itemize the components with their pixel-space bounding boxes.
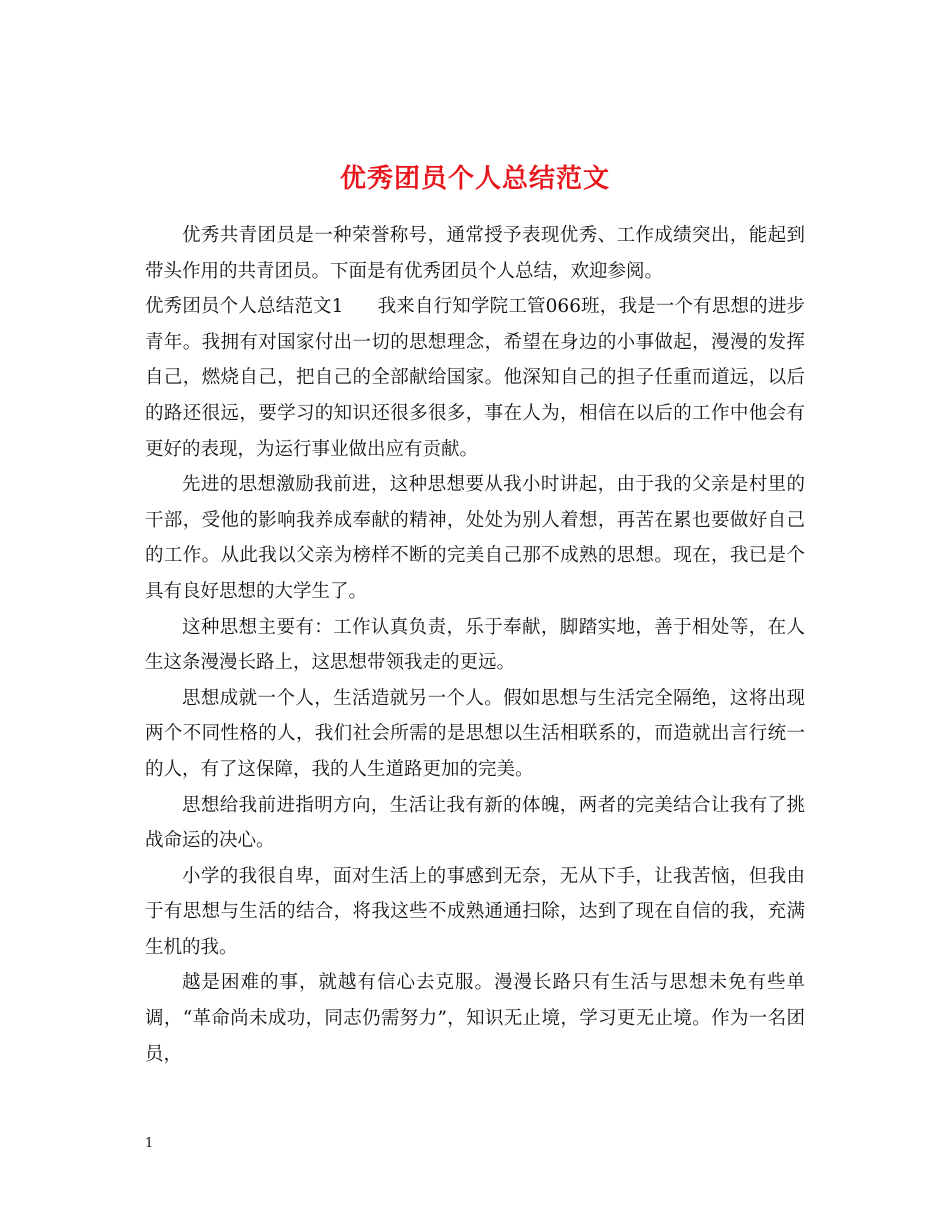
body-paragraph: 这种思想主要有：工作认真负责，乐于奉献，脚踏实地，善于相处等，在人生这条漫漫长路上，这思想带领我走的更远。 <box>145 616 805 674</box>
document-body <box>145 218 805 1072</box>
body-paragraph: 小学的我很自卑，面对生活上的事感到无奈，无从下手，让我苦恼，但我由于有思想与生活的结合，将我这些不成熟通通扫除，达到了现在自信的我，充满生机的我。 <box>145 865 805 958</box>
section-paragraph <box>145 289 805 467</box>
body-paragraph: 先进的思想激励我前进，这种思想要从我小时讲起，由于我的父亲是村里的干部，受他的影响我养成奉献的精神，处处为别人着想，再苦在累也要做好自己的工作。从此我以父亲为榜样不断的完美自己那不成熟的思想。现在，我已是个具有良好思想的大学生了。 <box>145 474 805 602</box>
page-number: 1 <box>145 1136 154 1151</box>
section-first-paragraph: 我来自行知学院工管066班，我是一个有思想的进步青年。我拥有对国家付出一切的思想理念，希望在身边的小事做起，漫漫的发挥自己，燃烧自己，把自己的全部献给国家。他深知自己的担子任重而道远，以后的路还很远，要学习的知识还很多很多，事在人为，相信在以后的工作中他会有更好的表现，为运行事业做出应有贡献。 <box>145 296 805 460</box>
body-paragraph: 思想成就一个人，生活造就另一个人。假如思想与生活完全隔绝，这将出现两个不同性格的人，我们社会所需的是思想以生活相联系的，而造就出言行统一的人，有了这保障，我的人生道路更加的完美。 <box>145 687 805 780</box>
body-paragraph: 思想给我前进指明方向，生活让我有新的体魄，两者的完美结合让我有了挑战命运的决心。 <box>145 794 805 852</box>
document-title: 优秀团员个人总结范文 <box>339 164 610 195</box>
section-heading: 优秀团员个人总结范文1 <box>145 296 344 318</box>
intro-paragraph: 优秀共青团员是一种荣誉称号，通常授予表现优秀、工作成绩突出，能起到带头作用的共青团员。下面是有优秀团员个人总结，欢迎参阅。 <box>145 225 805 282</box>
body-paragraph: 越是困难的事，就越有信心去克服。漫漫长路只有生活与思想未免有些单调，“革命尚未成功，同志仍需努力”，知识无止境，学习更无止境。作为一名团员， <box>145 972 805 1065</box>
